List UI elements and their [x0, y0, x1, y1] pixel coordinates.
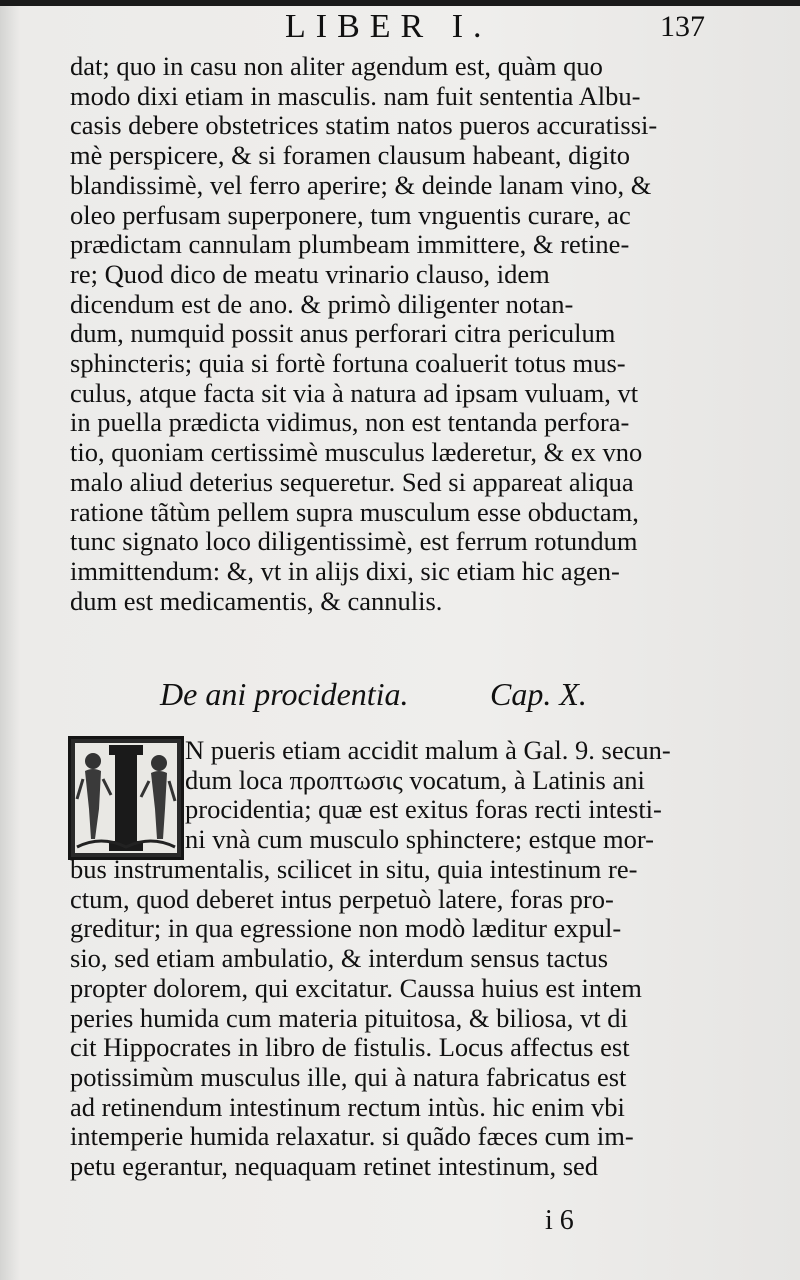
text-line: blandissimè, vel ferro aperire; & deinde lanam vino, &	[70, 170, 652, 200]
paragraph-2-opening	[185, 736, 710, 855]
text-line: ad retinendum intestinum rectum intùs. hic enim vbi	[70, 1092, 625, 1122]
text-line: greditur; in qua egressione non modò læditur expul-	[70, 914, 622, 944]
chapter-number: Cap. X.	[490, 676, 587, 712]
text-line: culus, atque facta sit via à natura ad ipsam vuluam, vt	[70, 378, 639, 408]
text-line: tunc signato loco diligentissimè, est ferrum rotundum	[70, 527, 638, 557]
chapter-heading	[0, 676, 800, 720]
page-number: 137	[660, 10, 705, 43]
text-line: bus instrumentalis, scilicet in situ, quia intestinum re-	[70, 855, 638, 884]
text-line: dum, numquid possit anus perforari citra periculum	[70, 319, 616, 349]
chapter-title: De ani procidentia.	[160, 676, 409, 712]
text-line: in puella prædicta vidimus, non est tentanda perfora-	[70, 408, 630, 438]
text-line: dum loca προπτωσις vocatum, à Latinis ani	[185, 765, 645, 795]
text-line: intemperie humida relaxatur. si quãdo fæces cum im-	[70, 1122, 634, 1152]
text-line: ratione tãtùm pellem supra musculum esse obductam,	[70, 497, 639, 527]
text-line: petu egerantur, nequaquam retinet intestinum, sed	[70, 1152, 599, 1182]
text-line: sphincteris; quia si fortè fortuna coaluerit totus mus-	[70, 349, 626, 379]
text-line: immittendum: &, vt in alijs dixi, sic etiam hic agen-	[70, 556, 620, 586]
text-line: cit Hippocrates in libro de fistulis. Locus affectus est	[70, 1033, 630, 1063]
page-header	[0, 8, 800, 48]
woodcut-figures-icon	[71, 739, 181, 857]
text-line: ni vnà cum musculo sphinctere; estque mor-	[185, 825, 654, 855]
text-line: ctum, quod deberet intus perpetuò latere, foras pro-	[70, 884, 614, 914]
text-line: modo dixi etiam in masculis. nam fuit sententia Albu-	[70, 81, 641, 111]
page-top-edge	[0, 0, 800, 6]
text-line: re; Quod dico de meatu vrinario clauso, idem	[70, 259, 550, 289]
woodcut-initial-i	[68, 736, 184, 860]
text-line: N pueris etiam accidit malum à Gal. 9. secun-	[185, 736, 671, 765]
text-line: dicendum est de ano. & primò diligenter notan-	[70, 289, 574, 319]
paragraph-2-body	[70, 855, 710, 1182]
text-line: sio, sed etiam ambulatio, & interdum sensus tactus	[70, 944, 609, 974]
text-line: mè perspicere, & si foramen clausum habeant, digito	[70, 141, 630, 171]
text-line: oleo perfusam superponere, tum vnguentis curare, ac	[70, 200, 631, 230]
text-line: dum est medicamentis, & cannulis.	[70, 586, 443, 616]
text-line: dat; quo in casu non aliter agendum est, quàm quo	[70, 52, 603, 81]
signature-mark: i 6	[545, 1205, 574, 1236]
text-line: casis debere obstetrices statim natos pueros accuratissi-	[70, 111, 658, 141]
text-line: prædictam cannulam plumbeam immittere, & retine-	[70, 230, 630, 260]
text-line: propter dolorem, qui excitatur. Caussa huius est intem	[70, 973, 642, 1003]
text-line: malo aliud deterius sequeretur. Sed si appareat aliqua	[70, 467, 634, 497]
text-line: potissimùm musculus ille, qui à natura fabricatus est	[70, 1062, 627, 1092]
text-line: peries humida cum materia pituitosa, & biliosa, vt di	[70, 1003, 628, 1033]
text-line: tio, quoniam certissimè musculus læderetur, & ex vno	[70, 438, 643, 468]
running-head: LIBER I.	[285, 8, 492, 45]
text-line: procidentia; quæ est exitus foras recti intesti-	[185, 795, 662, 825]
paragraph-1	[70, 52, 710, 616]
